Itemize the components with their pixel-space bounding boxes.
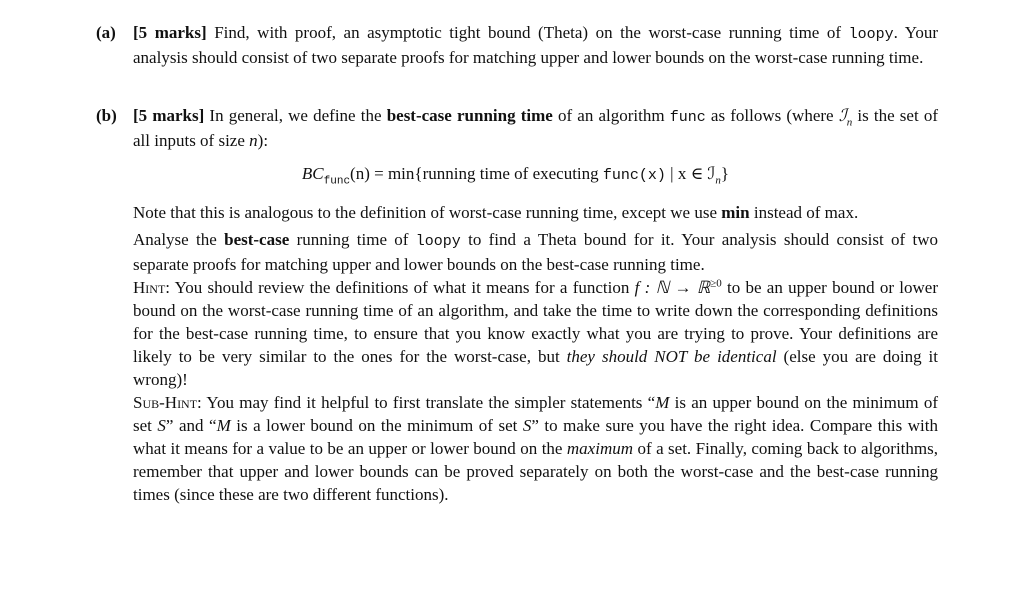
subhint-var-s: S [157, 416, 166, 435]
formula-rhs-sub: n [715, 174, 721, 187]
analyse-text-2: running time of [289, 230, 416, 249]
part-b [96, 104, 938, 506]
analyse-bold: best-case [224, 230, 290, 249]
hint-text-2: to be an upper bound or lower bound on the worst-case running time of an algorithm, and take the time to write down the corresponding definitions for the best-case running time, to ensure that you know exactly what you are trying to prove. Your definitions are likely to be very similar to the ones for the worst-case, but [133, 278, 939, 366]
subhint-var-m-2: M [216, 416, 231, 435]
hint-text: You should review the definitions of what it means for a function [170, 278, 635, 297]
subhint-var-s-2: S [522, 416, 532, 435]
hint-superscript: ≥0 [710, 277, 722, 290]
note-text-end: instead of max. [749, 203, 859, 222]
part-b-body [133, 104, 938, 506]
subhint-text-4: is a lower bound on the minimum of set [230, 416, 523, 435]
subhint-italic: maximum [566, 439, 634, 458]
analyse-paragraph [133, 228, 938, 276]
part-a [96, 21, 938, 69]
part-a-text-end: . Your analysis should consist of two separate proofs for matching upper and lower bounds on the worst-case running time. [133, 23, 939, 67]
subhint-paragraph [133, 391, 938, 506]
part-a-label: (a) [96, 23, 116, 42]
input-set-symbol: ℐ [838, 106, 847, 125]
best-case-formula [133, 162, 938, 187]
hint-label: Hint: [133, 278, 170, 297]
part-b-label: (b) [96, 106, 117, 125]
subhint-text-3: ” and “ [165, 416, 217, 435]
intro-text: In general, we define the [204, 106, 387, 125]
formula-lhs-sub: func [323, 175, 351, 188]
hint-function: f : ℕ → ℝ [634, 278, 711, 297]
analyse-text-3: to find a Theta bound for it. Your analysis should consist of two separate proofs for matching upper and lower bounds on the best-case running time. [133, 230, 938, 274]
formula-close: } [720, 164, 730, 183]
part-a-text: Find, with proof, an asymptotic tight bound (Theta) on the worst-case running time of [206, 23, 849, 42]
hint-paragraph [133, 276, 938, 391]
analyse-code: loopy [415, 233, 461, 250]
part-a-paragraph [133, 21, 938, 69]
hint-text-3: (else you are doing it wrong)! [133, 347, 939, 389]
subhint-var-m: M [655, 393, 670, 412]
subhint-text-2: is an upper bound on the minimum of set [133, 393, 939, 435]
part-a-marks: [5 marks] [133, 23, 207, 42]
analyse-text: Analyse the [133, 230, 225, 249]
intro-text-5: ): [257, 131, 269, 150]
code-loopy: loopy [848, 26, 894, 43]
part-b-intro [133, 104, 938, 152]
subhint-text: You may find it helpful to first translate the simpler statements “ [201, 393, 656, 412]
part-a-body [133, 21, 938, 69]
min-term: min [721, 203, 750, 222]
note-text: Note that this is analogous to the definition of worst-case running time, except we use [133, 203, 722, 222]
formula-lhs: BC [301, 164, 324, 183]
best-case-term: best-case running time [386, 106, 553, 125]
subhint-text-6: of a set. Finally, coming back to algorithms, remember that upper and lower bounds can be proved separately on both the worst-case and the best-case running times (since these are two different functions). [133, 439, 938, 504]
input-set-subscript: n [846, 116, 853, 129]
subhint-label: Sub-Hint: [133, 393, 202, 412]
hint-italic: they should NOT be identical [566, 347, 777, 366]
note-paragraph [133, 201, 938, 224]
intro-text-4: is the set of all inputs of size [133, 106, 939, 150]
subhint-text-5: ” to make sure you have the right idea. Compare this with what it means for a value to be an upper or lower bound on the [133, 416, 938, 458]
formula-code: func(x) [602, 167, 666, 184]
formula-rhs: | x ∈ ℐ [665, 164, 716, 183]
size-variable: n [249, 131, 258, 150]
formula-middle: (n) = min{running time of executing [350, 164, 603, 183]
intro-text-3: as follows (where [705, 106, 839, 125]
code-func: func [669, 109, 706, 126]
intro-text-2: of an algorithm [552, 106, 670, 125]
part-b-marks: [5 marks] [133, 106, 205, 125]
